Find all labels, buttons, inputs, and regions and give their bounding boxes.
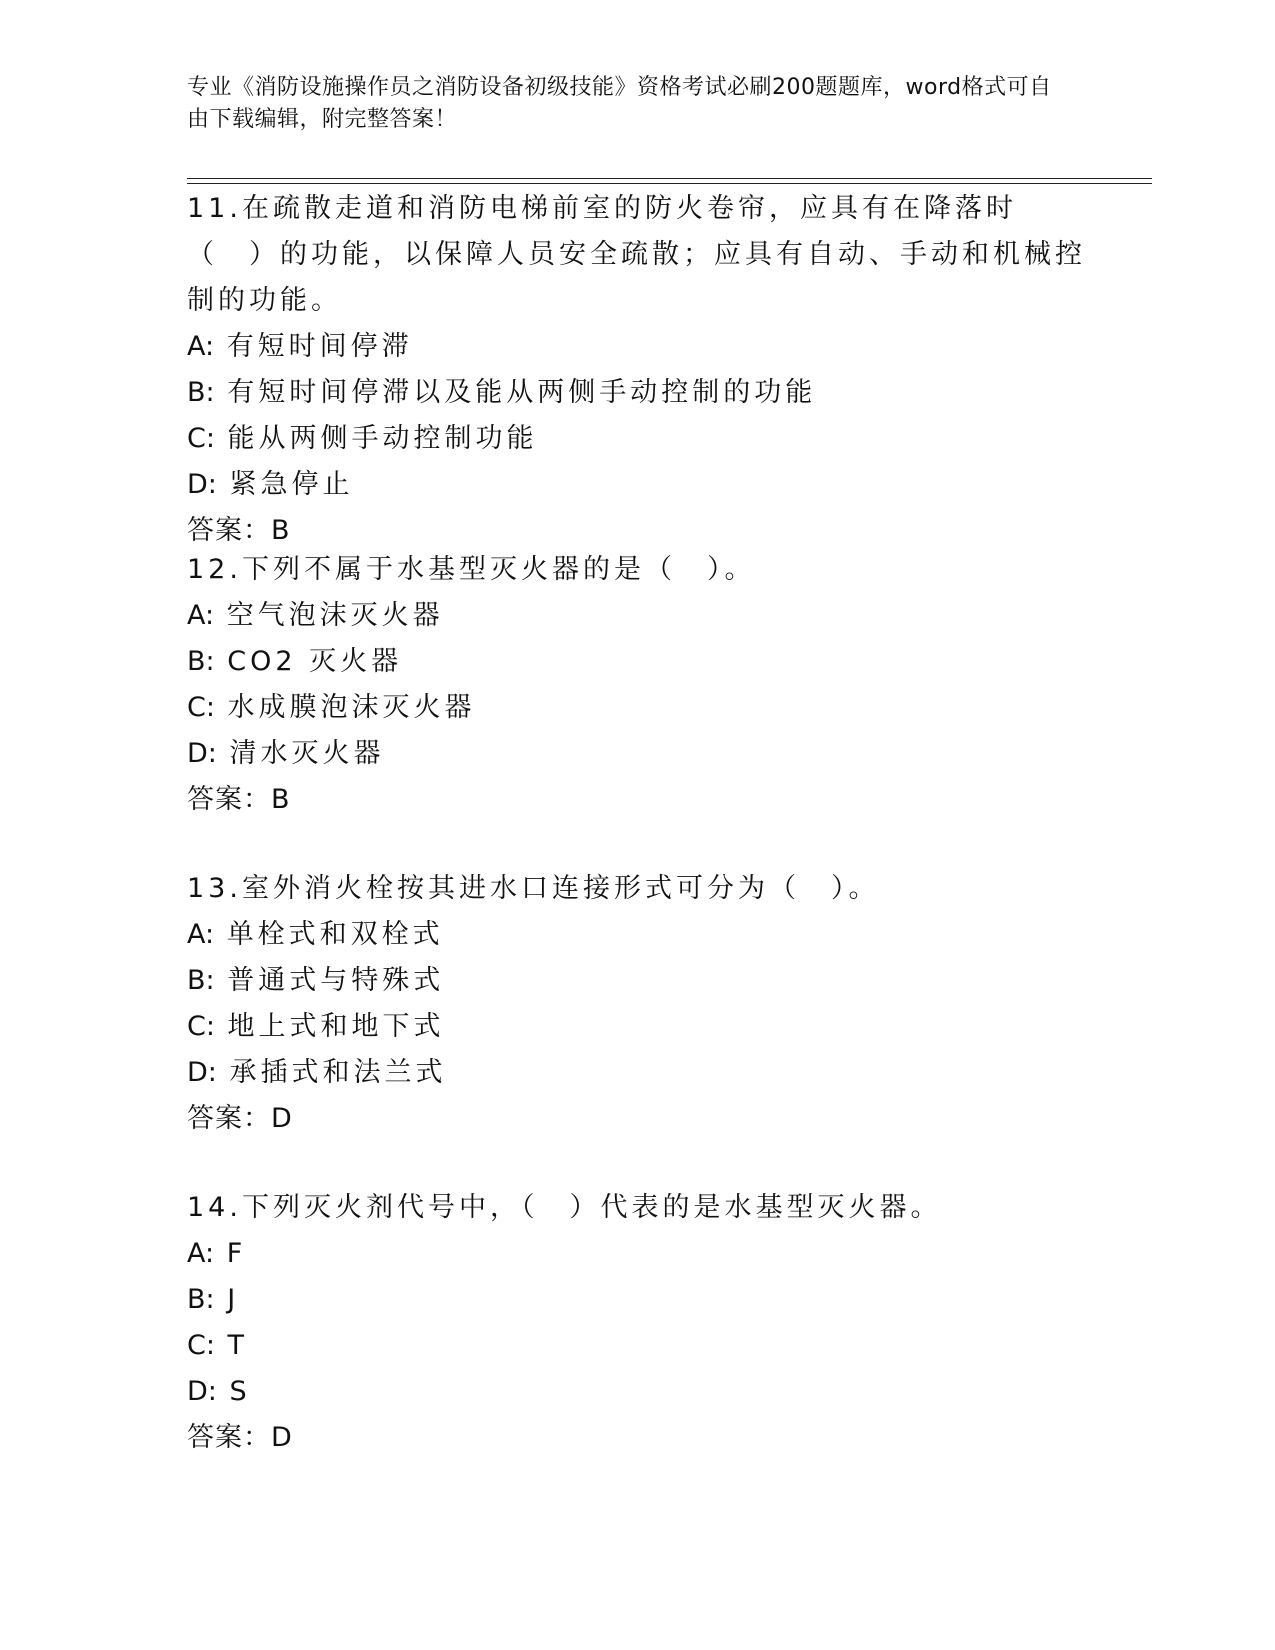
- option-label: B:: [187, 377, 215, 408]
- option-c: [187, 416, 1087, 462]
- header-title: 专业《消防设施操作员之消防设备初级技能》资格考试必刷200题题库，word格式可自由下载编辑，附完整答案！: [187, 75, 1052, 132]
- option-b: [187, 958, 1087, 1004]
- option-text: 能从两侧手动控制功能: [227, 423, 538, 454]
- option-label: A:: [187, 919, 215, 950]
- option-label: D:: [187, 738, 217, 769]
- option-text: 有短时间停滞以及能从两侧手动控制的功能: [227, 377, 817, 408]
- option-text: 紧急停止: [229, 469, 354, 500]
- option-label: A:: [187, 600, 215, 631]
- option-c: [187, 1004, 1087, 1050]
- option-text: 地上式和地下式: [227, 1011, 445, 1042]
- option-label: C:: [187, 423, 215, 454]
- option-label: D:: [187, 1376, 217, 1407]
- option-text: J: [227, 1284, 240, 1315]
- option-label: C:: [187, 1330, 215, 1361]
- option-a: [187, 593, 1087, 639]
- option-c: [187, 685, 1087, 731]
- option-label: A:: [187, 331, 215, 362]
- option-text: 单栓式和双栓式: [226, 919, 444, 950]
- option-d: [187, 462, 1087, 508]
- answer: 答案：B: [187, 515, 291, 546]
- option-text: 有短时间停滞: [226, 331, 413, 362]
- question-14: [187, 1185, 1087, 1461]
- option-d: [187, 1050, 1087, 1096]
- option-label: B:: [187, 1284, 215, 1315]
- question-stem: 14.下列灭火剂代号中，（ ）代表的是水基型灭火器。: [187, 1192, 942, 1223]
- header-divider-bottom: [187, 183, 1152, 184]
- question-stem: 13.室外消火栓按其进水口连接形式可分为（ ）。: [187, 873, 880, 904]
- header-divider-top: [187, 178, 1152, 179]
- option-label: D:: [187, 469, 217, 500]
- option-text: CO2 灭火器: [227, 646, 403, 677]
- question-11: [187, 186, 1087, 554]
- option-a: [187, 912, 1087, 958]
- option-label: C:: [187, 692, 215, 723]
- answer: 答案：D: [187, 1103, 293, 1134]
- question-stem: 12.下列不属于水基型灭火器的是（ ）。: [187, 554, 756, 585]
- option-text: S: [229, 1376, 251, 1407]
- answer: 答案：D: [187, 1422, 293, 1453]
- option-b: [187, 1277, 1087, 1323]
- question-stem: 11.在疏散走道和消防电梯前室的防火卷帘，应具有在降落时（ ）的功能，以保障人员安全疏散；应具有自动、手动和机械控制的功能。: [187, 193, 1086, 316]
- option-label: D:: [187, 1057, 217, 1088]
- option-text: 空气泡沫灭火器: [226, 600, 444, 631]
- question-13: [187, 866, 1087, 1142]
- option-c: [187, 1323, 1087, 1369]
- option-b: [187, 639, 1087, 685]
- option-label: A:: [187, 1238, 215, 1269]
- option-text: 承插式和法兰式: [229, 1057, 447, 1088]
- option-label: B:: [187, 646, 215, 677]
- option-text: 清水灭火器: [229, 738, 385, 769]
- option-text: T: [227, 1330, 249, 1361]
- question-12: [187, 547, 1087, 823]
- option-text: F: [226, 1238, 247, 1269]
- option-b: [187, 370, 1087, 416]
- option-label: C:: [187, 1011, 215, 1042]
- document-header: [187, 72, 1067, 136]
- option-a: [187, 1231, 1087, 1277]
- option-text: 水成膜泡沫灭火器: [227, 692, 476, 723]
- option-a: [187, 324, 1087, 370]
- option-d: [187, 731, 1087, 777]
- option-text: 普通式与特殊式: [227, 965, 445, 996]
- answer: 答案：B: [187, 784, 291, 815]
- option-label: B:: [187, 965, 215, 996]
- option-d: [187, 1369, 1087, 1415]
